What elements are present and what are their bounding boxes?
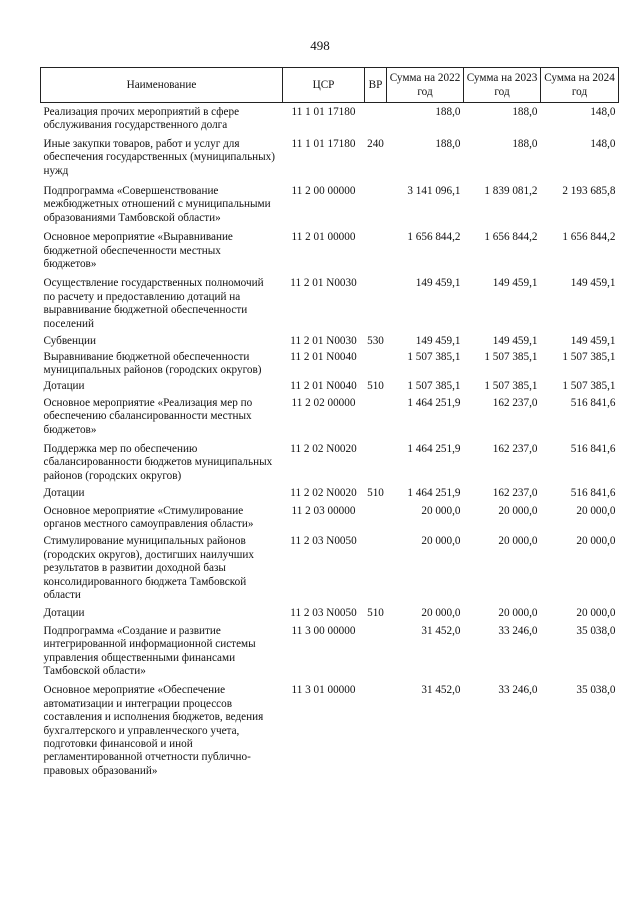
table-row [41, 103, 619, 133]
row-sum-2024: 2 193 685,8 [562, 185, 616, 198]
table-row [41, 225, 619, 271]
row-vr: 510 [367, 487, 384, 500]
row-sum-2022: 188,0 [435, 137, 461, 150]
table-row [41, 531, 619, 602]
table-row [41, 394, 619, 437]
row-sum-2022: 1 464 251,9 [407, 487, 461, 500]
row-sum-2024: 20 000,0 [576, 504, 616, 517]
row-vr [365, 103, 387, 133]
row-csr: 11 2 01 N0040 [290, 350, 357, 363]
row-sum-2024: 516 841,6 [570, 442, 616, 455]
row-name: Реализация прочих мероприятий в сфере обслуживания государственного долга [43, 106, 240, 132]
row-sum-2024: 148,0 [590, 106, 616, 118]
header-csr: ЦСР [283, 68, 365, 103]
row-vr: 510 [367, 607, 384, 620]
table-row [41, 178, 619, 225]
row-sum-2023: 20 000,0 [498, 607, 538, 620]
row-sum-2023: 1 839 081,2 [484, 185, 538, 198]
row-vr [365, 271, 387, 331]
row-name: Субвенции [43, 335, 96, 348]
row-name: Основное мероприятие «Выравнивание бюджетной обеспеченности местных бюджетов» [43, 231, 233, 271]
header-vr: ВР [365, 68, 387, 103]
table-row [41, 501, 619, 532]
row-sum-2022: 1 507 385,1 [407, 350, 461, 363]
row-sum-2024: 516 841,6 [570, 487, 616, 500]
row-sum-2022: 1 656 844,2 [407, 231, 461, 244]
row-sum-2023: 1 507 385,1 [484, 380, 538, 393]
row-sum-2023: 162 237,0 [492, 442, 538, 455]
row-csr: 11 3 00 00000 [291, 624, 356, 637]
row-vr: 510 [367, 380, 384, 393]
row-sum-2023: 149 459,1 [492, 277, 538, 290]
row-sum-2023: 162 237,0 [492, 487, 538, 500]
row-vr: 530 [367, 335, 384, 348]
row-sum-2022: 149 459,1 [415, 335, 461, 348]
row-vr [365, 225, 387, 271]
row-name: Дотации [43, 487, 85, 500]
table-row [41, 271, 619, 331]
row-sum-2022: 31 452,0 [421, 684, 461, 697]
row-sum-2023: 1 507 385,1 [484, 350, 538, 363]
row-vr [365, 501, 387, 532]
row-sum-2023: 162 237,0 [492, 396, 538, 409]
header-sum-2024: Сумма на 2024 год [541, 68, 619, 103]
row-sum-2022: 20 000,0 [421, 504, 461, 517]
row-csr: 11 2 02 N0020 [290, 442, 357, 455]
row-csr: 11 2 01 00000 [291, 231, 356, 244]
header-name: Наименование [41, 68, 283, 103]
table-row [41, 331, 619, 348]
row-sum-2024: 516 841,6 [570, 396, 616, 409]
table-row [41, 377, 619, 393]
row-sum-2024: 35 038,0 [576, 684, 616, 697]
row-csr: 11 2 00 00000 [291, 185, 356, 198]
row-sum-2023: 20 000,0 [498, 535, 538, 548]
row-csr: 11 2 02 00000 [291, 396, 356, 409]
row-vr [365, 394, 387, 437]
row-csr: 11 3 01 00000 [291, 684, 356, 697]
row-csr: 11 2 01 N0030 [290, 277, 357, 290]
row-csr: 11 1 01 17180 [291, 106, 356, 118]
row-sum-2024: 20 000,0 [576, 607, 616, 620]
row-sum-2022: 1 464 251,9 [407, 442, 461, 455]
row-sum-2024: 1 507 385,1 [562, 350, 616, 363]
row-vr [365, 437, 387, 483]
table-row [41, 437, 619, 483]
row-sum-2023: 1 656 844,2 [484, 231, 538, 244]
table-row [41, 602, 619, 620]
row-csr: 11 2 01 N0040 [290, 380, 357, 393]
row-name: Осуществление государственных полномочий по расчету и предоставлению дотаций на выравнивание бюджетной обеспеченности поселений [43, 277, 264, 330]
row-csr: 11 2 03 N0050 [290, 535, 357, 548]
row-sum-2022: 1 464 251,9 [407, 396, 461, 409]
row-csr: 11 2 01 N0030 [290, 335, 357, 348]
row-vr: 240 [367, 137, 384, 150]
row-sum-2024: 149 459,1 [570, 335, 616, 348]
table-row [41, 133, 619, 178]
row-name: Основное мероприятие «Стимулирование органов местного самоуправления области» [43, 504, 254, 530]
table-body [41, 103, 619, 779]
row-csr: 11 2 03 N0050 [290, 607, 357, 620]
header-sum-2023: Сумма на 2023 год [464, 68, 541, 103]
row-name: Иные закупки товаров, работ и услуг для обеспечения государственных (муниципальных) нужд [43, 137, 275, 177]
row-sum-2023: 20 000,0 [498, 504, 538, 517]
row-sum-2022: 3 141 096,1 [407, 185, 461, 198]
table-row [41, 621, 619, 679]
row-vr [365, 178, 387, 225]
row-name: Выравнивание бюджетной обеспеченности муниципальных районов (городских округов) [43, 350, 262, 376]
row-name: Стимулирование муниципальных районов (городских округов), достигших наилучших результатов в развитии доходной базы консолидированного бюджета Тамбовской области [43, 535, 254, 601]
row-sum-2024: 35 038,0 [576, 624, 616, 637]
row-sum-2022: 188,0 [435, 106, 461, 118]
row-sum-2022: 20 000,0 [421, 607, 461, 620]
table-row [41, 678, 619, 778]
table-row [41, 349, 619, 378]
row-name: Подпрограмма «Создание и развитие интегрированной информационной системы управления общественными финансами Тамбовской области» [43, 624, 256, 678]
table-row [41, 483, 619, 500]
budget-table [40, 67, 619, 778]
row-sum-2023: 188,0 [512, 137, 538, 150]
row-sum-2023: 33 246,0 [498, 624, 538, 637]
row-sum-2024: 1 507 385,1 [562, 380, 616, 393]
row-sum-2023: 188,0 [512, 106, 538, 118]
row-name: Дотации [43, 380, 85, 393]
row-sum-2024: 148,0 [590, 137, 616, 150]
row-sum-2024: 1 656 844,2 [562, 231, 616, 244]
row-vr [365, 621, 387, 679]
row-sum-2023: 149 459,1 [492, 335, 538, 348]
row-name: Дотации [43, 607, 85, 620]
row-vr [365, 531, 387, 602]
row-sum-2024: 149 459,1 [570, 277, 616, 290]
page-number: 498 [310, 38, 330, 53]
row-sum-2022: 149 459,1 [415, 277, 461, 290]
row-sum-2022: 20 000,0 [421, 535, 461, 548]
row-sum-2023: 33 246,0 [498, 684, 538, 697]
row-sum-2022: 1 507 385,1 [407, 380, 461, 393]
header-sum-2022: Сумма на 2022 год [387, 68, 464, 103]
row-sum-2024: 20 000,0 [576, 535, 616, 548]
row-name: Поддержка мер по обеспечению сбалансированности бюджетов муниципальных районов (городских округов) [43, 442, 273, 482]
row-name: Основное мероприятие «Реализация мер по обеспечению сбалансированности местных бюджетов» [43, 396, 253, 436]
row-name: Подпрограмма «Совершенствование межбюджетных отношений с муниципальными образованиями Тамбовской области» [43, 185, 271, 224]
row-sum-2022: 31 452,0 [421, 624, 461, 637]
row-name: Основное мероприятие «Обеспечение автоматизации и интеграции процессов составления и исполнения бюджетов, ведения бухгалтерского и управленческого учета, подготовки финансовой и иной регламентированной отчетности публично-правовых образований» [43, 684, 264, 777]
row-csr: 11 2 02 N0020 [290, 487, 357, 500]
row-csr: 11 2 03 00000 [291, 504, 356, 517]
row-vr [365, 678, 387, 778]
row-csr: 11 1 01 17180 [291, 137, 356, 150]
table-header [41, 68, 619, 103]
row-vr [365, 349, 387, 378]
